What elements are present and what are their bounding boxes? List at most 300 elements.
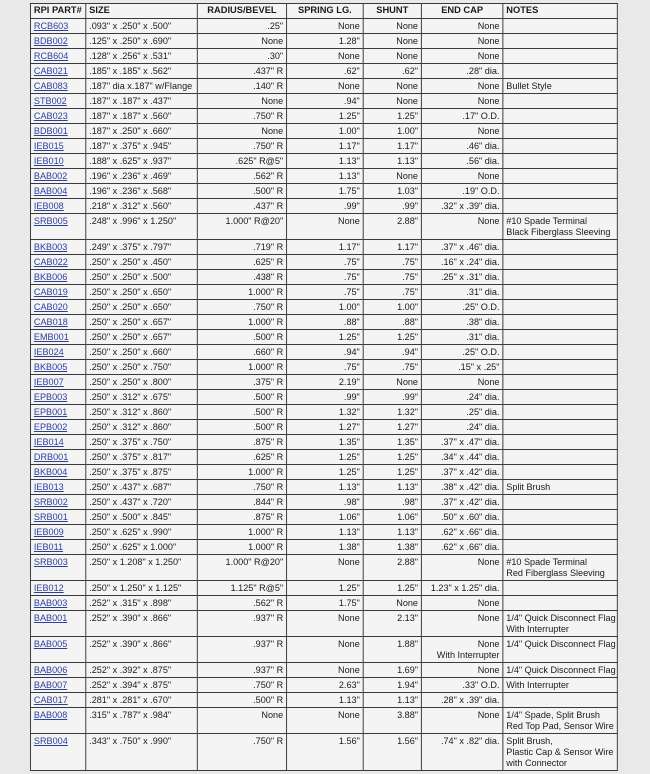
end-cap-line: None	[477, 95, 500, 106]
shunt-cell: 1.03"	[363, 184, 421, 199]
part-number-cell	[30, 330, 85, 345]
notes-cell	[503, 637, 617, 663]
part-number-link[interactable]: SRB004	[33, 735, 68, 746]
shunt-cell: None	[363, 94, 421, 109]
part-number-cell	[30, 214, 85, 240]
end-cap-line: .38" x .42" dia.	[440, 481, 500, 492]
notes-cell	[503, 184, 617, 199]
notes-line: Split Brush	[506, 481, 551, 492]
part-number-cell	[30, 465, 85, 480]
part-number-link[interactable]: BAB006	[33, 664, 68, 675]
radius-bevel-cell: .30"	[197, 49, 286, 64]
size-cell: .250" x .250" x .450"	[86, 255, 198, 270]
radius-bevel-cell: .500" R	[197, 405, 286, 420]
shunt-cell: .75"	[363, 255, 421, 270]
table-row	[30, 79, 617, 94]
spring-length-cell: 1.25"	[287, 330, 364, 345]
shunt-cell: None	[363, 79, 421, 94]
shunt-cell: .75"	[363, 360, 421, 375]
end-cap-line: None	[477, 709, 500, 720]
notes-cell	[503, 345, 617, 360]
spring-length-cell: 1.13"	[287, 480, 364, 495]
end-cap-line: .62" x .66" dia.	[440, 526, 500, 537]
end-cap-line: .33" O.D.	[462, 679, 500, 690]
notes-line: Red Top Pad, Sensor Wire	[506, 720, 614, 731]
size-cell: .343" x .750" x .990"	[86, 734, 198, 771]
size-cell: .249" x .375" x .797"	[86, 240, 198, 255]
spring-length-cell: 1.28"	[287, 34, 364, 49]
part-number-cell	[30, 555, 85, 581]
table-row	[30, 525, 617, 540]
end-cap-line: .16" x .24" dia.	[440, 256, 500, 267]
part-number-link[interactable]: SRB002	[33, 496, 68, 507]
header-size: SIZE	[86, 4, 198, 19]
part-number-cell	[30, 480, 85, 495]
part-number-link[interactable]: BAB004	[33, 185, 68, 196]
notes-cell	[503, 169, 617, 184]
spring-length-cell: None	[287, 708, 364, 734]
size-cell: .252" x .315" x .898"	[86, 596, 198, 611]
spring-length-cell: 1.27"	[287, 420, 364, 435]
table-row	[30, 480, 617, 495]
end-cap-cell	[421, 64, 502, 79]
spring-length-cell: 1.17"	[287, 139, 364, 154]
end-cap-cell	[421, 34, 502, 49]
radius-bevel-cell: .750" R	[197, 139, 286, 154]
shunt-cell: 1.25"	[363, 581, 421, 596]
table-row	[30, 637, 617, 663]
notes-line: with Connector	[506, 757, 567, 768]
shunt-cell: .99"	[363, 390, 421, 405]
end-cap-cell	[421, 435, 502, 450]
table-row	[30, 300, 617, 315]
end-cap-cell	[421, 555, 502, 581]
part-number-cell	[30, 405, 85, 420]
table-row	[30, 64, 617, 79]
part-number-cell	[30, 199, 85, 214]
end-cap-cell	[421, 637, 502, 663]
spring-length-cell: 1.00"	[287, 300, 364, 315]
part-number-cell	[30, 109, 85, 124]
notes-cell	[503, 315, 617, 330]
spring-length-cell: .62"	[287, 64, 364, 79]
table-row	[30, 405, 617, 420]
shunt-cell: None	[363, 596, 421, 611]
notes-cell	[503, 693, 617, 708]
table-body	[30, 19, 617, 771]
notes-cell	[503, 495, 617, 510]
table-row	[30, 139, 617, 154]
notes-cell	[503, 405, 617, 420]
part-number-link[interactable]: RCB604	[33, 50, 69, 61]
shunt-cell: 1.69"	[363, 663, 421, 678]
end-cap-line: None	[477, 597, 500, 608]
size-cell: .250" x .250" x .660"	[86, 345, 198, 360]
part-number-link[interactable]: IEB013	[33, 481, 64, 492]
header-radius-bevel: RADIUS/BEVEL	[197, 4, 286, 19]
size-cell: .250" x .437" x .687"	[86, 480, 198, 495]
notes-line: 1/4" Quick Disconnect Flag	[506, 664, 616, 675]
spring-length-cell: None	[287, 214, 364, 240]
table-row	[30, 154, 617, 169]
shunt-cell: 3.88"	[363, 708, 421, 734]
part-number-cell	[30, 390, 85, 405]
notes-cell	[503, 510, 617, 525]
part-number-cell	[30, 49, 85, 64]
part-number-link[interactable]: BKB003	[33, 241, 68, 252]
part-number-link[interactable]: CAB022	[33, 256, 68, 267]
spring-length-cell: 1.13"	[287, 525, 364, 540]
shunt-cell: .98"	[363, 495, 421, 510]
radius-bevel-cell: .25"	[197, 19, 286, 34]
shunt-cell: 2.88"	[363, 214, 421, 240]
end-cap-cell	[421, 360, 502, 375]
shunt-cell: .99"	[363, 199, 421, 214]
radius-bevel-cell: .660" R	[197, 345, 286, 360]
radius-bevel-cell: 1.000" R	[197, 285, 286, 300]
shunt-cell: 1.13"	[363, 525, 421, 540]
part-number-link[interactable]: SRB005	[33, 215, 68, 226]
notes-cell	[503, 19, 617, 34]
radius-bevel-cell: .500" R	[197, 420, 286, 435]
spring-length-cell: 1.32"	[287, 405, 364, 420]
notes-cell	[503, 734, 617, 771]
part-number-link[interactable]: BAB002	[33, 170, 68, 181]
radius-bevel-cell: .140" R	[197, 79, 286, 94]
shunt-cell: 1.00"	[363, 124, 421, 139]
part-number-link[interactable]: IEB012	[33, 582, 64, 593]
part-number-link[interactable]: BAB007	[33, 679, 68, 690]
part-number-link[interactable]: EPB003	[33, 391, 68, 402]
spring-length-cell: 1.25"	[287, 465, 364, 480]
end-cap-cell	[421, 480, 502, 495]
spring-length-cell: .94"	[287, 345, 364, 360]
size-cell: .187" dia x.187" w/Flange	[86, 79, 198, 94]
spring-length-cell: .88"	[287, 315, 364, 330]
radius-bevel-cell: None	[197, 34, 286, 49]
table-row	[30, 19, 617, 34]
end-cap-line: None	[477, 215, 500, 226]
end-cap-cell	[421, 708, 502, 734]
table-row	[30, 330, 617, 345]
spring-length-cell: 1.13"	[287, 169, 364, 184]
end-cap-cell	[421, 693, 502, 708]
part-number-link[interactable]: EPB002	[33, 421, 68, 432]
part-number-link[interactable]: CAB023	[33, 110, 68, 121]
part-number-link[interactable]: BDB002	[33, 35, 68, 46]
part-number-link[interactable]: CAB019	[33, 286, 68, 297]
part-number-link[interactable]: BKB004	[33, 466, 68, 477]
spring-length-cell: 1.38"	[287, 540, 364, 555]
part-number-cell	[30, 581, 85, 596]
notes-cell	[503, 94, 617, 109]
spring-length-cell: 1.13"	[287, 693, 364, 708]
end-cap-cell	[421, 390, 502, 405]
spring-length-cell: None	[287, 637, 364, 663]
radius-bevel-cell: 1.000" R@20"	[197, 555, 286, 581]
shunt-cell: 1.56"	[363, 734, 421, 771]
size-cell: .250" x .250" x .800"	[86, 375, 198, 390]
end-cap-line: None	[477, 170, 500, 181]
shunt-cell: 1.94"	[363, 678, 421, 693]
shunt-cell: 1.27"	[363, 420, 421, 435]
end-cap-line: .24" dia.	[466, 391, 500, 402]
end-cap-line: .74" x .82" dia.	[440, 735, 500, 746]
table-row	[30, 663, 617, 678]
table-row	[30, 495, 617, 510]
part-number-link[interactable]: BAB008	[33, 709, 68, 720]
table-row	[30, 596, 617, 611]
end-cap-cell	[421, 139, 502, 154]
end-cap-cell	[421, 495, 502, 510]
part-number-link[interactable]: BDB001	[33, 125, 68, 136]
notes-cell	[503, 678, 617, 693]
size-cell: .196" x .236" x .469"	[86, 169, 198, 184]
radius-bevel-cell: .750" R	[197, 300, 286, 315]
notes-cell	[503, 663, 617, 678]
part-number-link[interactable]: CAB020	[33, 301, 68, 312]
end-cap-cell	[421, 315, 502, 330]
notes-cell	[503, 154, 617, 169]
spring-length-cell: .75"	[287, 255, 364, 270]
part-number-link[interactable]: CAB018	[33, 316, 68, 327]
end-cap-line: None	[477, 612, 500, 623]
radius-bevel-cell: .562" R	[197, 596, 286, 611]
end-cap-cell	[421, 169, 502, 184]
end-cap-line: .25" O.D.	[462, 301, 500, 312]
part-number-cell	[30, 525, 85, 540]
radius-bevel-cell: 1.125" R@5"	[197, 581, 286, 596]
shunt-cell: .75"	[363, 285, 421, 300]
size-cell: .281" x .281" x .670"	[86, 693, 198, 708]
end-cap-cell	[421, 94, 502, 109]
shunt-cell: 2.13"	[363, 611, 421, 637]
notes-line: With Interrupter	[506, 623, 569, 634]
spring-length-cell: 1.00"	[287, 124, 364, 139]
radius-bevel-cell: 1.000" R	[197, 465, 286, 480]
part-number-cell	[30, 285, 85, 300]
radius-bevel-cell: 1.000" R	[197, 525, 286, 540]
part-number-link[interactable]: CAB021	[33, 65, 68, 76]
spring-length-cell: .98"	[287, 495, 364, 510]
part-number-link[interactable]: BAB005	[33, 638, 68, 649]
size-cell: .250" x 1.208" x 1.250"	[86, 555, 198, 581]
shunt-cell: 1.25"	[363, 330, 421, 345]
table-row	[30, 270, 617, 285]
end-cap-line: None	[477, 20, 500, 31]
part-number-link[interactable]: DRB001	[33, 451, 69, 462]
end-cap-line: .34" x .44" dia.	[440, 451, 500, 462]
notes-line: With Interrupter	[506, 679, 569, 690]
part-number-link[interactable]: RCB603	[33, 20, 69, 31]
end-cap-cell	[421, 109, 502, 124]
size-cell: .128" x .256" x .531"	[86, 49, 198, 64]
part-number-cell	[30, 300, 85, 315]
shunt-cell: 1.00"	[363, 300, 421, 315]
shunt-cell: .62"	[363, 64, 421, 79]
part-number-cell	[30, 663, 85, 678]
part-number-cell	[30, 360, 85, 375]
part-number-link[interactable]: EMB001	[33, 331, 69, 342]
part-number-cell	[30, 435, 85, 450]
end-cap-line: .24" dia.	[466, 421, 500, 432]
end-cap-line: .28" dia.	[466, 65, 500, 76]
shunt-cell: 1.35"	[363, 435, 421, 450]
part-number-cell	[30, 315, 85, 330]
size-cell: .252" x .392" x .875"	[86, 663, 198, 678]
size-cell: .250" x .250" x .650"	[86, 300, 198, 315]
header-row	[30, 4, 617, 19]
notes-cell	[503, 596, 617, 611]
radius-bevel-cell: .500" R	[197, 330, 286, 345]
end-cap-cell	[421, 596, 502, 611]
end-cap-line: None	[477, 638, 500, 649]
part-number-link[interactable]: CAB083	[33, 80, 68, 91]
part-number-link[interactable]: EPB001	[33, 406, 68, 417]
size-cell: .250" x .625" x 1.000"	[86, 540, 198, 555]
table-row	[30, 555, 617, 581]
spring-length-cell: 1.75"	[287, 184, 364, 199]
size-cell: .250" x 1.250" x 1.125"	[86, 581, 198, 596]
radius-bevel-cell: .750" R	[197, 109, 286, 124]
spring-length-cell: 1.75"	[287, 596, 364, 611]
end-cap-line: .28" x .39" dia.	[440, 694, 500, 705]
spring-length-cell: 1.25"	[287, 450, 364, 465]
part-number-link[interactable]: IEB011	[33, 541, 64, 552]
end-cap-line: None	[477, 35, 500, 46]
size-cell: .250" x .625" x .990"	[86, 525, 198, 540]
notes-cell	[503, 435, 617, 450]
radius-bevel-cell: .937" R	[197, 663, 286, 678]
table-row	[30, 240, 617, 255]
size-cell: .250" x .312" x .860"	[86, 405, 198, 420]
size-cell: .252" x .394" x .875"	[86, 678, 198, 693]
shunt-cell: 1.13"	[363, 154, 421, 169]
spring-length-cell: .94"	[287, 94, 364, 109]
end-cap-cell	[421, 581, 502, 596]
radius-bevel-cell: 1.000" R	[197, 315, 286, 330]
part-number-cell	[30, 255, 85, 270]
header-shunt: SHUNT	[363, 4, 421, 19]
notes-line: #10 Spade Terminal	[506, 215, 587, 226]
notes-cell	[503, 375, 617, 390]
notes-line: Split Brush,	[506, 735, 553, 746]
part-number-link[interactable]: IEB010	[33, 155, 64, 166]
spring-length-cell: 1.56"	[287, 734, 364, 771]
part-number-cell	[30, 154, 85, 169]
radius-bevel-cell: .500" R	[197, 184, 286, 199]
spring-length-cell: 1.35"	[287, 435, 364, 450]
notes-cell	[503, 79, 617, 94]
end-cap-cell	[421, 79, 502, 94]
part-number-link[interactable]: BKB005	[33, 361, 68, 372]
part-number-link[interactable]: IEB015	[33, 140, 64, 151]
part-number-link[interactable]: IEB009	[33, 526, 64, 537]
part-number-link[interactable]: BAB001	[33, 612, 68, 623]
part-number-cell	[30, 375, 85, 390]
radius-bevel-cell: .844" R	[197, 495, 286, 510]
end-cap-cell	[421, 300, 502, 315]
shunt-cell: 1.38"	[363, 540, 421, 555]
size-cell: .250" x .375" x .875"	[86, 465, 198, 480]
end-cap-cell	[421, 240, 502, 255]
table-row	[30, 375, 617, 390]
radius-bevel-cell: .625" R@5"	[197, 154, 286, 169]
part-number-link[interactable]: IEB008	[33, 200, 64, 211]
part-number-link[interactable]: SRB003	[33, 556, 68, 567]
spring-length-cell: None	[287, 555, 364, 581]
table-row	[30, 678, 617, 693]
notes-line: Bullet Style	[506, 80, 552, 91]
spring-length-cell: None	[287, 49, 364, 64]
end-cap-line: .38" dia.	[466, 316, 500, 327]
notes-cell	[503, 285, 617, 300]
notes-cell	[503, 360, 617, 375]
end-cap-line: .37" x .42" dia.	[440, 466, 500, 477]
table-row	[30, 285, 617, 300]
end-cap-cell	[421, 510, 502, 525]
part-number-link[interactable]: BKB006	[33, 271, 68, 282]
part-number-link[interactable]: STB002	[33, 95, 67, 106]
radius-bevel-cell: .625" R	[197, 450, 286, 465]
end-cap-cell	[421, 678, 502, 693]
size-cell: .093" x .250" x .500"	[86, 19, 198, 34]
part-number-cell	[30, 34, 85, 49]
size-cell: .252" x .390" x .866"	[86, 637, 198, 663]
radius-bevel-cell: .625" R	[197, 255, 286, 270]
end-cap-line: None	[477, 125, 500, 136]
size-cell: .250" x .312" x .675"	[86, 390, 198, 405]
spring-length-cell: 2.19"	[287, 375, 364, 390]
part-number-link[interactable]: SRB001	[33, 511, 68, 522]
size-cell: .125" x .250" x .690"	[86, 34, 198, 49]
size-cell: .250" x .250" x .657"	[86, 330, 198, 345]
table-row	[30, 49, 617, 64]
part-number-link[interactable]: IEB007	[33, 376, 64, 387]
size-cell: .250" x .500" x .845"	[86, 510, 198, 525]
notes-line: 1/4" Quick Disconnect Flag	[506, 612, 616, 623]
end-cap-cell	[421, 420, 502, 435]
part-number-link[interactable]: IEB014	[33, 436, 64, 447]
spring-length-cell: 1.17"	[287, 240, 364, 255]
table-row	[30, 540, 617, 555]
spring-length-cell: .99"	[287, 390, 364, 405]
table-row	[30, 169, 617, 184]
table-row	[30, 109, 617, 124]
end-cap-cell	[421, 663, 502, 678]
notes-cell	[503, 420, 617, 435]
end-cap-cell	[421, 19, 502, 34]
shunt-cell: 2.88"	[363, 555, 421, 581]
radius-bevel-cell: .500" R	[197, 390, 286, 405]
spring-length-cell: 1.25"	[287, 581, 364, 596]
end-cap-line: .25" x .31" dia.	[440, 271, 500, 282]
part-number-link[interactable]: IEB024	[33, 346, 64, 357]
notes-cell	[503, 270, 617, 285]
size-cell: .250" x .375" x .750"	[86, 435, 198, 450]
part-number-cell	[30, 708, 85, 734]
table-row	[30, 581, 617, 596]
notes-cell	[503, 581, 617, 596]
notes-cell	[503, 465, 617, 480]
shunt-cell: 1.25"	[363, 465, 421, 480]
end-cap-cell	[421, 199, 502, 214]
part-number-link[interactable]: BAB003	[33, 597, 68, 608]
end-cap-line: .37" x .42" dia.	[440, 496, 500, 507]
end-cap-cell	[421, 375, 502, 390]
size-cell: .250" x .250" x .750"	[86, 360, 198, 375]
part-number-link[interactable]: CAB017	[33, 694, 68, 705]
